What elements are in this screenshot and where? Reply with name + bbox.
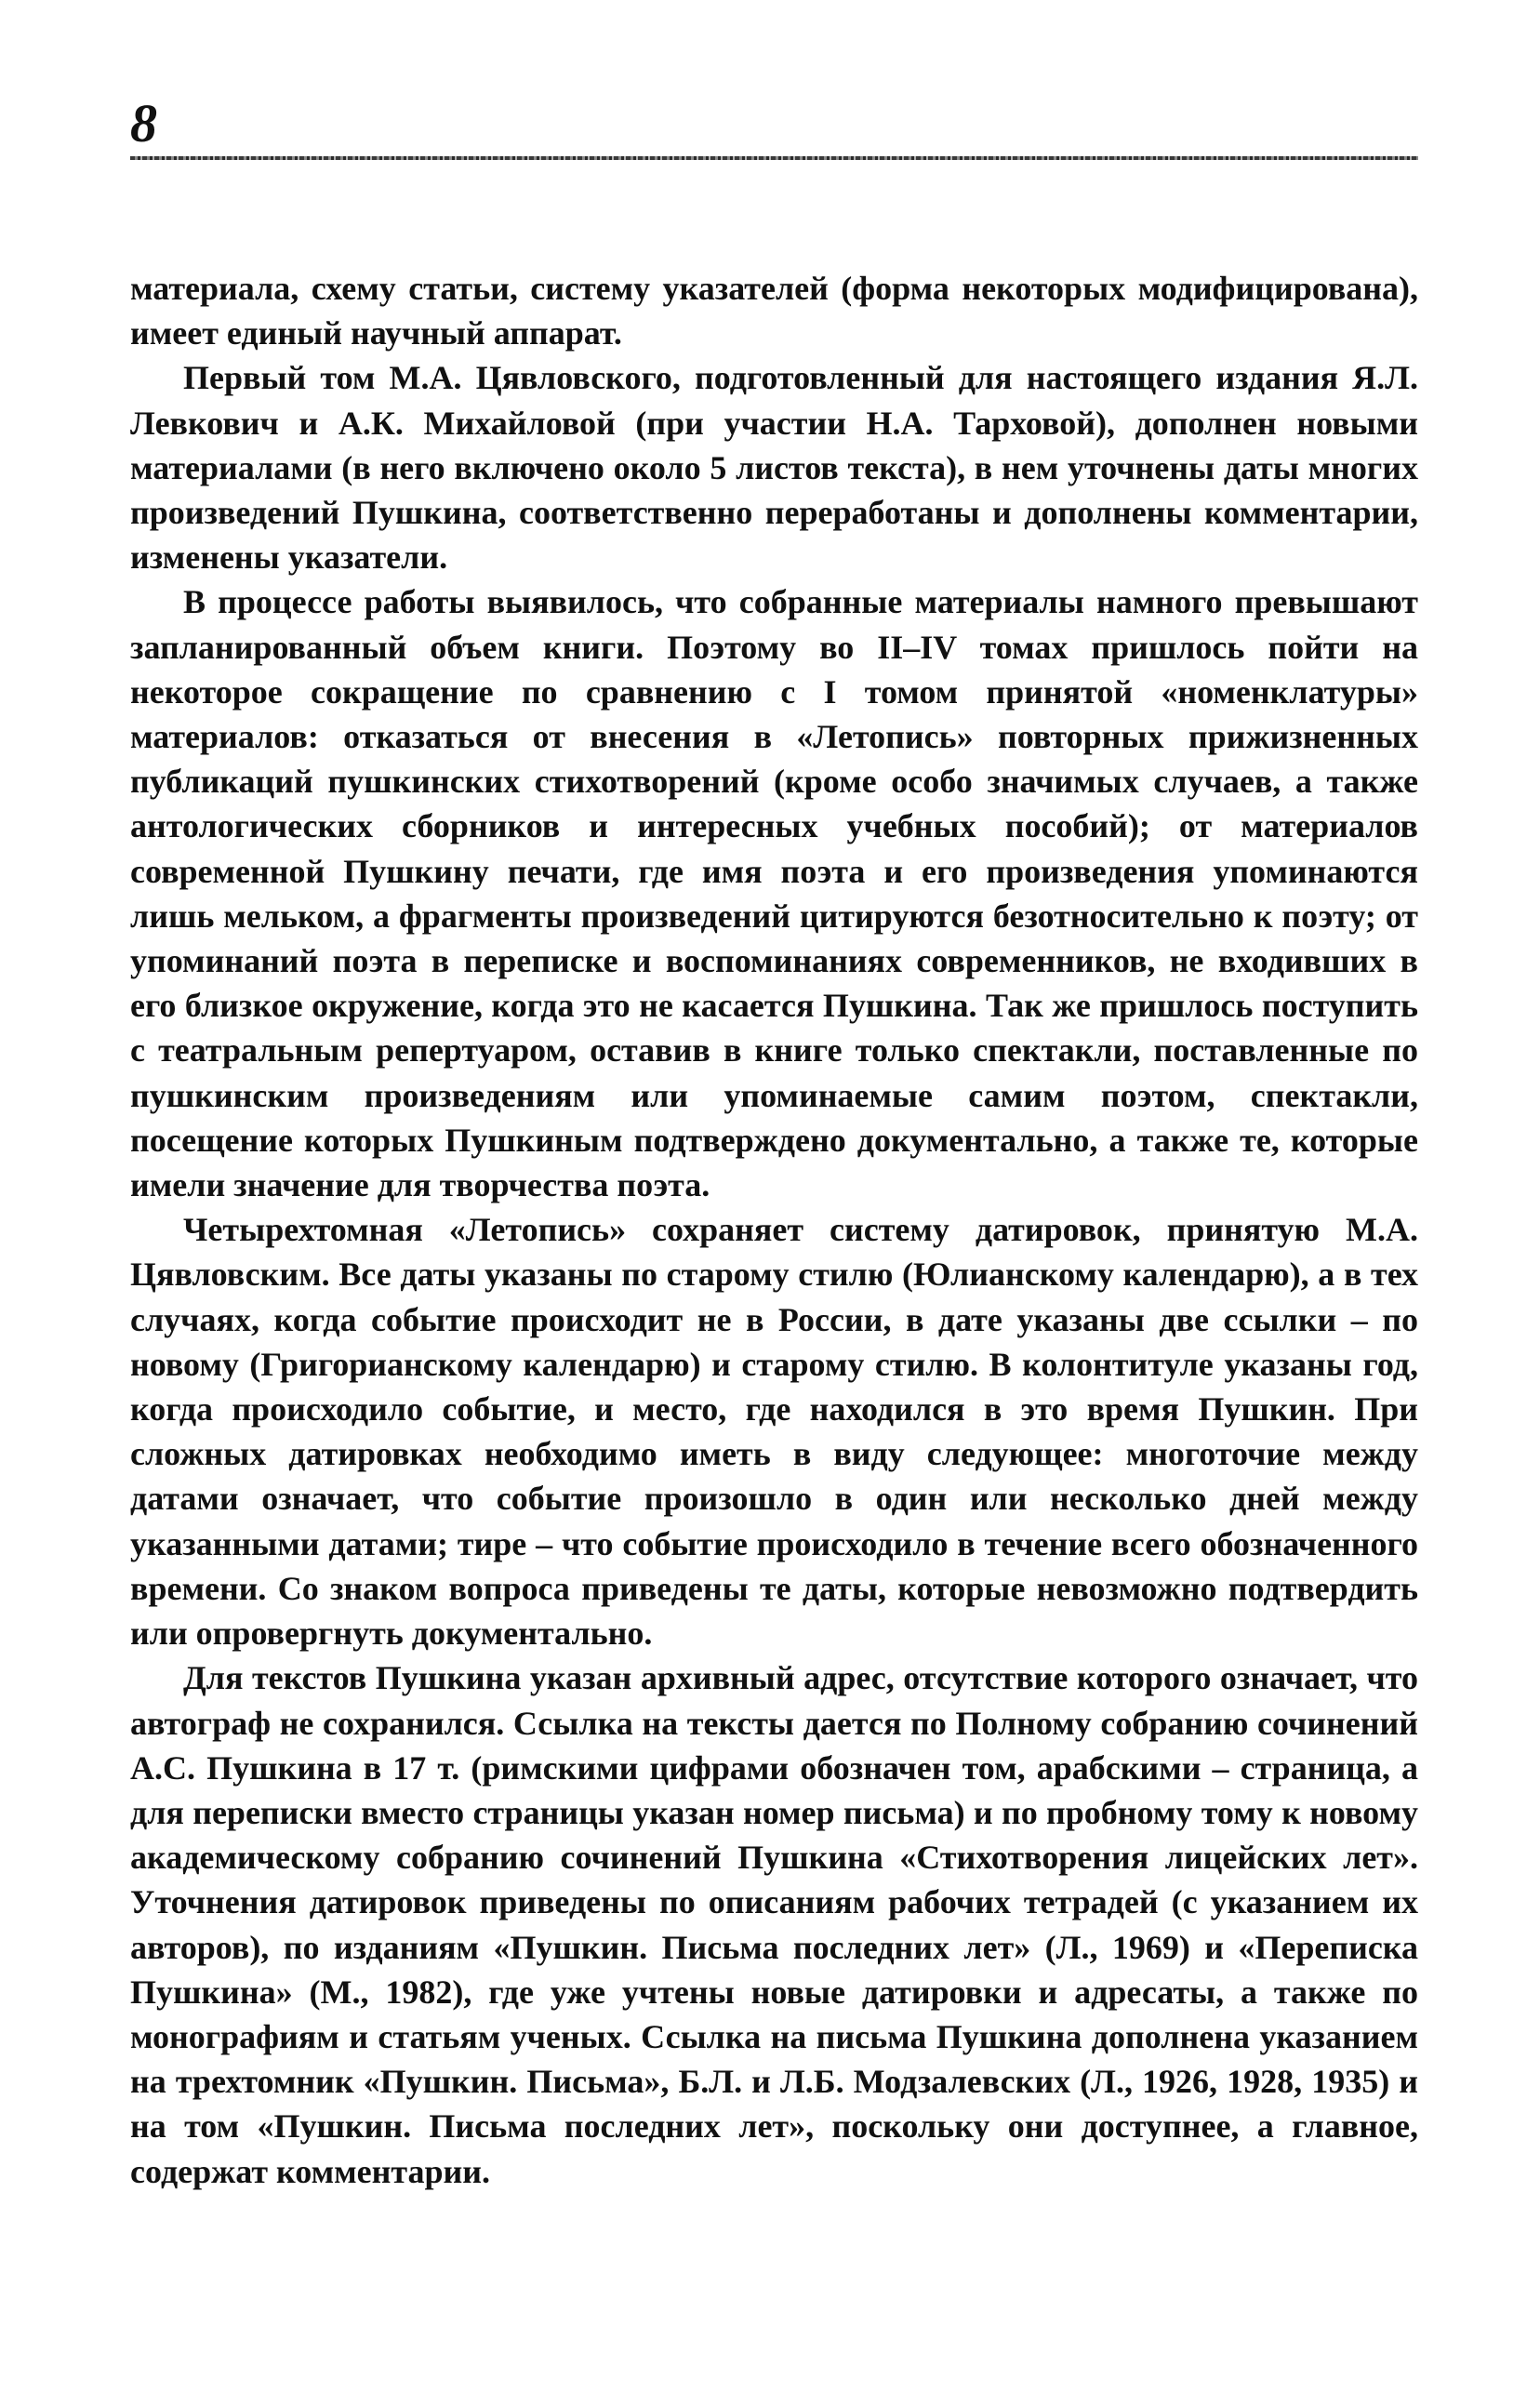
paragraph: материала, схему статьи, систему указателей (форма некоторых модифицирована), имеет единый научный аппарат. xyxy=(130,270,1418,352)
paragraph: В процессе работы выявилось, что собранные материалы намного превышают запланированный объем книги. Поэтому во II–IV томах пришлось пойти на некоторое сокращение по сравнению с I томом принятой «номенклатуры» материалов: отказаться от внесения в «Летопись» повторных прижизненных публикаций пушкинских стихотворений (кроме особо значимых случаев, а также антологических сборников и интересных учебных пособий); от материалов современной Пушкину печати, где имя поэта и его произведения упоминаются лишь мельком, а фрагменты произведений цитируются безотносительно к поэту; от упоминаний поэта в переписке и воспоминаниях современников, не входивших в его близкое окружение, когда это не касается Пушкина. Так же пришлось поступить с театральным репертуаром, оставив в книге только спектакли, поставленные по пушкинским произведениям или упоминаемые самим поэтом, спектакли, посещение которых Пушкиным подтверждено документально, а также те, которые имели значение для творчества поэта. xyxy=(130,583,1418,1204)
body-text xyxy=(130,266,1418,2194)
paragraph: Первый том М.А. Цявловского, подготовленный для настоящего издания Я.Л. Левкович и А.К. Михайловой (при участии Н.А. Тарховой), дополнен новыми материалами (в него включено около 5 листов текста), в нем уточнены даты многих произведений Пушкина, соответственно переработаны и дополнены комментарии, изменены указатели. xyxy=(130,359,1418,577)
header-rule xyxy=(130,156,1418,160)
page-number: 8 xyxy=(130,93,157,153)
paragraph: Для текстов Пушкина указан архивный адрес, отсутствие которого означает, что автограф не сохранился. Ссылка на тексты дается по Полному собранию сочинений А.С. Пушкина в 17 т. (римскими цифрами обозначен том, арабскими – страница, а для переписки вместо страницы указан номер письма) и по пробному тому к новому академическому собранию сочинений Пушкина «Стихотворения лицейских лет». Уточнения датировок приведены по описаниям рабочих тетрадей (с указанием их авторов), по изданиям «Пушкин. Письма последних лет» (Л., 1969) и «Переписка Пушкина» (М., 1982), где уже учтены новые датировки и адресаты, а также по монографиям и статьям ученых. Ссылка на письма Пушкина дополнена указанием на трехтомник «Пушкин. Письма», Б.Л. и Л.Б. Модзалевских (Л., 1926, 1928, 1935) и на том «Пушкин. Письма последних лет», поскольку они доступнее, а главное, содержат комментарии. xyxy=(130,1659,1418,2190)
paragraph: Четырехтомная «Летопись» сохраняет систему датировок, принятую М.А. Цявловским. Все даты указаны по старому стилю (Юлианскому календарю), а в тех случаях, когда событие происходит не в России, в дате указаны две ссылки – по новому (Григорианскому календарю) и старому стилю. В колонтитуле указаны год, когда происходило событие, и место, где находился в это время Пушкин. При сложных датировках необходимо иметь в виду следующее: многоточие между датами означает, что событие произошло в один или несколько дней между указанными датами; тире – что событие происходило в течение всего обозначенного времени. Со знаком вопроса приведены те даты, которые невозможно подтвердить или опровергнуть документально. xyxy=(130,1211,1418,1653)
